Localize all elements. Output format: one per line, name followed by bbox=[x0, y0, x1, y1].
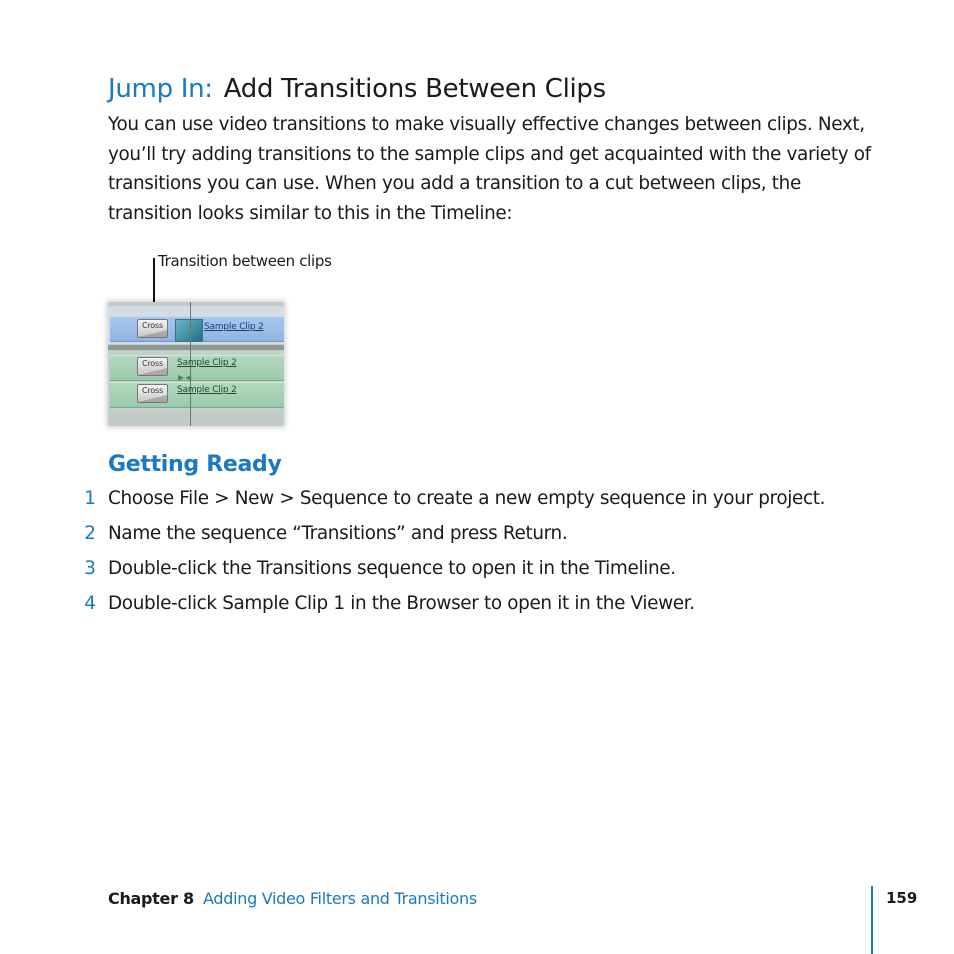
step-item bbox=[0, 484, 900, 514]
clip-thumbnail-icon bbox=[175, 319, 203, 342]
transition-video: Cross bbox=[137, 319, 168, 338]
step-number: 1 bbox=[84, 488, 96, 509]
clip-name-video: Sample Clip 2 bbox=[204, 322, 264, 332]
transition-audio-2: Cross bbox=[137, 384, 168, 403]
step-item bbox=[0, 519, 900, 549]
step-text: Name the sequence “Transitions” and press Return. bbox=[108, 523, 568, 544]
footer-chapter: Chapter 8 bbox=[108, 889, 194, 908]
step-number: 4 bbox=[84, 593, 96, 614]
page-title-lead: Jump In: bbox=[108, 74, 213, 104]
step-number: 2 bbox=[84, 523, 96, 544]
clip-name-audio-2: Sample Clip 2 bbox=[177, 385, 237, 395]
intro-paragraph: You can use video transitions to make visually effective changes between clips. Next, you’ll try adding transitions to the sample clips and get acquainted with the variety of transitions you can use. When you add a transition to a cut between clips, the transition looks similar to this in the Timeline: bbox=[108, 114, 871, 224]
timeline-track-divider bbox=[108, 345, 284, 350]
step-item bbox=[0, 589, 900, 619]
timeline-figure bbox=[108, 302, 284, 426]
step-item bbox=[0, 554, 900, 584]
link-indicator-icon: ▶◀ bbox=[178, 373, 193, 382]
footer-rule bbox=[871, 886, 873, 954]
figure-callout-label: Transition between clips bbox=[158, 252, 332, 270]
step-text: Double-click the Transitions sequence to open it in the Timeline. bbox=[108, 558, 676, 579]
clip-name-audio-1: Sample Clip 2 bbox=[177, 358, 237, 368]
page-number: 159 bbox=[886, 889, 918, 907]
section-heading: Getting Ready bbox=[108, 452, 282, 477]
transition-audio-1: Cross bbox=[137, 357, 168, 376]
page-title bbox=[108, 74, 606, 104]
step-text: Double-click Sample Clip 1 in the Browser to open it in the Viewer. bbox=[108, 593, 695, 614]
footer-chapter-title: Adding Video Filters and Transitions bbox=[203, 889, 477, 908]
page-title-text: Add Transitions Between Clips bbox=[223, 74, 606, 104]
step-text: Choose File > New > Sequence to create a new empty sequence in your project. bbox=[108, 488, 826, 509]
step-number: 3 bbox=[84, 558, 96, 579]
